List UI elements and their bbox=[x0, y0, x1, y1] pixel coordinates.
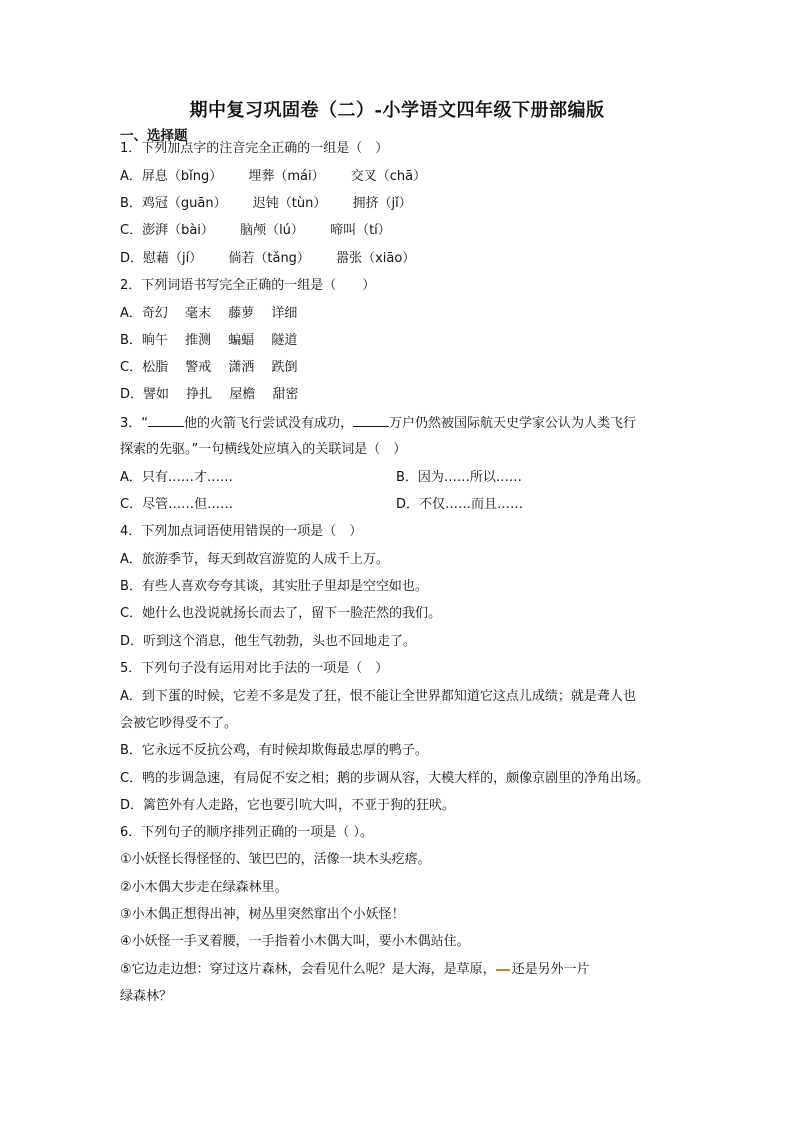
q2-a-word1: A．奇幻 bbox=[120, 306, 168, 321]
dash-mark bbox=[496, 969, 510, 971]
q5-option-a-line2: 会被它吵得受不了。 bbox=[120, 716, 238, 731]
q1-d-part3: 嚣张（xiāo） bbox=[336, 251, 416, 266]
q2-option-b bbox=[120, 332, 297, 350]
q2-a-word3: 藤萝 bbox=[228, 306, 255, 321]
q5-option-d: D．篱笆外有人走路，它也要引吭大叫，不亚于狗的狂吠。 bbox=[120, 798, 456, 813]
q3-option-b: B．因为……所以…… bbox=[396, 470, 522, 485]
q3-stem-line2: 探索的先驱。”一句横线处应填入的关联词是（ ） bbox=[120, 442, 407, 457]
q2-c-word2: 警戒 bbox=[185, 360, 212, 375]
q2-stem: 2．下列词语书写完全正确的一组是（ ） bbox=[120, 278, 376, 293]
q2-b-word2: 推测 bbox=[185, 333, 212, 348]
q6-stem: 6．下列句子的顺序排列正确的一项是（ ）。 bbox=[120, 825, 373, 840]
q2-d-word2: 挣扎 bbox=[186, 387, 213, 402]
q4-option-d: D．听到这个消息，他生气勃勃，头也不回地走了。 bbox=[120, 634, 417, 649]
q6-s5-part1: ⑤它边走边想：穿过这片森林，会看见什么呢？是大海，是草原， bbox=[120, 962, 496, 977]
q1-option-b bbox=[120, 195, 412, 213]
q5-stem: 5．下列句子没有运用对比手法的一项是（ ） bbox=[120, 661, 389, 676]
q3-stem-prefix: 3．“ bbox=[120, 416, 149, 431]
q3-options-row2 bbox=[120, 496, 680, 514]
q1-b-part1: B．鸡冠（guān） bbox=[120, 196, 227, 211]
q2-option-a bbox=[120, 305, 297, 323]
q2-a-word4: 详细 bbox=[271, 306, 298, 321]
q1-a-part3: 交叉（chā） bbox=[350, 169, 427, 184]
q4-option-b: B．有些人喜欢夸夸其谈，其实肚子里却是空空如也。 bbox=[120, 579, 428, 594]
q6-sentence-5-line2: 绿森林？ bbox=[120, 989, 173, 1004]
q1-option-c bbox=[120, 222, 391, 240]
q2-c-word3: 潇洒 bbox=[228, 360, 255, 375]
q1-option-d bbox=[120, 250, 415, 268]
section-heading: 一、选择题 bbox=[120, 128, 188, 144]
q3-stem-middle: 他的火箭飞行尝试没有成功， bbox=[184, 416, 354, 431]
q1-a-part1: A．屏息（bǐng） bbox=[120, 169, 223, 184]
q3-option-c: C．尽管……但…… bbox=[120, 497, 234, 512]
q2-b-word4: 隧道 bbox=[271, 333, 298, 348]
q3-blank-2 bbox=[353, 414, 389, 427]
q2-option-c bbox=[120, 359, 298, 377]
q3-option-a: A．只有……才…… bbox=[120, 470, 233, 485]
q2-c-word1: C．松脂 bbox=[120, 360, 169, 375]
q1-a-part2: 埋葬（mái） bbox=[248, 169, 325, 184]
q2-c-word4: 跌倒 bbox=[271, 360, 298, 375]
q6-sentence-5-line1 bbox=[120, 961, 590, 979]
q1-d-part2: 倘若（tǎng） bbox=[228, 251, 310, 266]
q1-stem: 1．下列加点字的注音完全正确的一组是（ ） bbox=[120, 141, 389, 156]
q2-a-word2: 毫末 bbox=[185, 306, 212, 321]
q4-option-a: A．旅游季节，每天到故宫游览的人成千上万。 bbox=[120, 552, 389, 567]
q1-c-part2: 脑颅（lú） bbox=[240, 223, 304, 238]
q2-option-d bbox=[120, 386, 298, 404]
q1-c-part1: C．澎湃（bài） bbox=[120, 223, 214, 238]
q5-option-a-line1: A．到下蛋的时候，它差不多是发了狂，恨不能让全世界都知道它这点儿成绩；就是聋人也 bbox=[120, 689, 636, 704]
q2-b-word3: 蝙蝠 bbox=[228, 333, 255, 348]
q1-option-a bbox=[120, 168, 426, 186]
q5-option-b: B．它永远不反抗公鸡，有时候却欺侮最忠厚的鸭子。 bbox=[120, 743, 428, 758]
q1-c-part3: 啼叫（tí） bbox=[330, 223, 391, 238]
q4-option-c: C．她什么也没说就扬长而去了，留下一脸茫然的我们。 bbox=[120, 606, 442, 621]
q3-option-d: D．不仅……而且…… bbox=[396, 497, 524, 512]
q2-d-word4: 甜密 bbox=[272, 387, 299, 402]
q4-stem: 4．下列加点词语使用错误的一项是（ ） bbox=[120, 524, 363, 539]
q3-stem-line1 bbox=[120, 414, 636, 433]
q3-stem-end: 万户仍然被国际航天史学家公认为人类飞行 bbox=[389, 416, 637, 431]
q1-b-part2: 迟钝（tùn） bbox=[252, 196, 327, 211]
q5-option-c: C．鸭的步调急速，有局促不安之相；鹅的步调从容，大模大样的，颇像京剧里的净角出场。 bbox=[120, 771, 650, 786]
q1-b-part3: 拥挤（jǐ） bbox=[352, 196, 412, 211]
q6-sentence-2: ②小木偶大步走在绿森林里。 bbox=[120, 880, 288, 895]
q2-d-word3: 屋檐 bbox=[229, 387, 256, 402]
q6-s5-part2: 还是另外一片 bbox=[511, 962, 590, 977]
q2-b-word1: B．晌午 bbox=[120, 333, 168, 348]
q6-sentence-4: ④小妖怪一手叉着腰，一手指着小木偶大叫，要小木偶站住。 bbox=[120, 934, 470, 949]
q3-options-row1 bbox=[120, 469, 680, 487]
q6-sentence-1: ①小妖怪长得怪怪的、皱巴巴的，活像一块木头疙瘩。 bbox=[120, 852, 431, 867]
page-title: 期中复习巩固卷（二）-小学语文四年级下册部编版 bbox=[189, 100, 605, 121]
q6-sentence-3: ③小木偶正想得出神，树丛里突然窜出个小妖怪！ bbox=[120, 907, 405, 922]
q2-d-word1: D．譬如 bbox=[120, 387, 170, 402]
q3-blank-1 bbox=[148, 414, 184, 427]
q1-d-part1: D．慰藉（jí） bbox=[120, 251, 203, 266]
